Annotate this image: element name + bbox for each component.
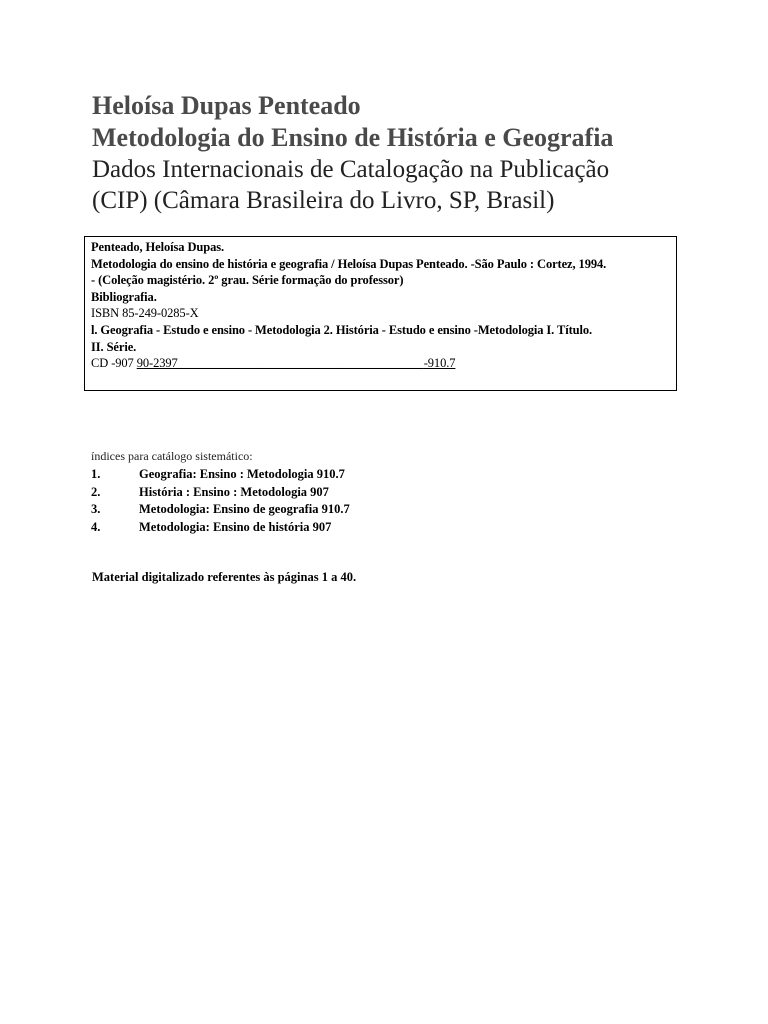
cip-cd-prefix: CD -907 — [91, 356, 137, 371]
cip-heading-line-1: Dados Internacionais de Catalogação na Publicação — [92, 156, 610, 183]
index-number: 1. — [91, 467, 101, 481]
footer-note: Material digitalizado referentes às páginas 1 a 40. — [92, 570, 357, 584]
cip-record-box — [84, 236, 677, 391]
index-number: 4. — [91, 519, 101, 534]
cip-heading-line-2: (CIP) (Câmara Brasileira do Livro, SP, Brasil) — [92, 187, 555, 214]
cip-series-entry: - (Coleção magistério. 2º grau. Série formação do professor) — [91, 273, 404, 288]
index-number: 2. — [91, 484, 101, 499]
cip-bibliography: Bibliografia. — [91, 289, 157, 304]
cip-author-entry: Penteado, Heloísa Dupas. — [91, 240, 225, 254]
cip-isbn: ISBN 85-249-0285-X — [91, 306, 199, 321]
systematic-index — [91, 448, 691, 536]
index-number: 3. — [91, 502, 101, 516]
index-text: Geografia: Ensino : Metodologia 910.7 — [139, 467, 345, 481]
book-title: Metodologia do Ensino de História e Geografia — [92, 123, 614, 152]
cip-title-entry: Metodologia do ensino de história e geografia / Heloísa Dupas Penteado. -São Paulo : Cortez, 1994. — [91, 256, 607, 271]
list-item — [91, 519, 691, 537]
list-item — [91, 466, 691, 484]
cip-subjects-line-1: l. Geografia - Estudo e ensino - Metodologia 2. História - Estudo e ensino -Metodologia I. Título. — [91, 322, 593, 337]
index-text: Metodologia: Ensino de geografia 910.7 — [139, 502, 350, 516]
cip-subjects-line-2: II. Série. — [91, 339, 137, 354]
cip-classification — [91, 355, 670, 372]
list-item — [91, 484, 691, 502]
author-name: Heloísa Dupas Penteado — [92, 91, 361, 120]
index-text: Metodologia: Ensino de história 907 — [139, 519, 332, 534]
cip-cd-number: 90-2397________________________________________ — [136, 356, 424, 371]
index-text: História : Ensino : Metodologia 907 — [139, 484, 329, 499]
list-item — [91, 501, 691, 519]
index-caption: índices para catálogo sistemático: — [91, 449, 253, 463]
title-block — [92, 90, 732, 216]
cip-cd-suffix: -910.7 — [423, 356, 456, 371]
